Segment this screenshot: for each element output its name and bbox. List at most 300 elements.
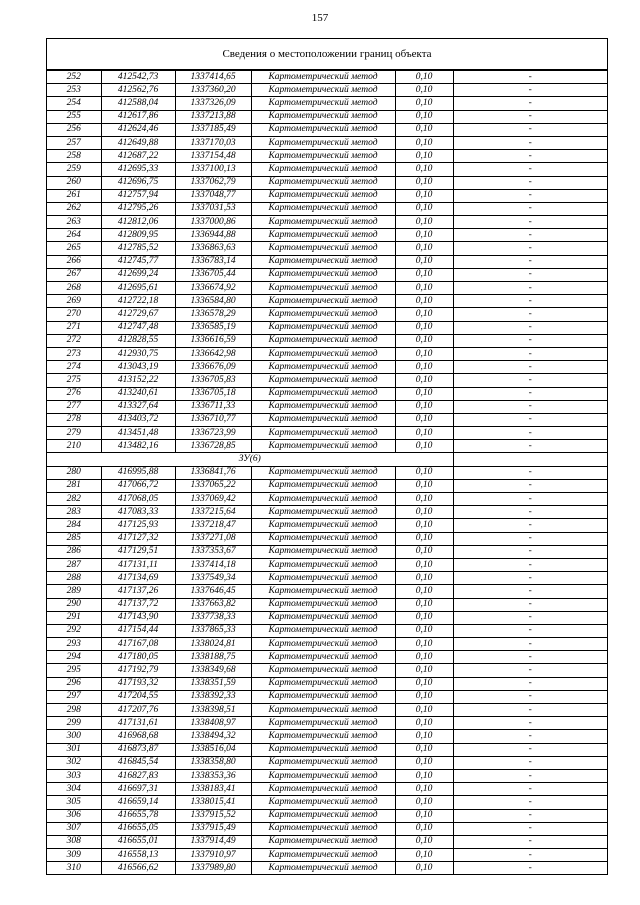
y-coordinate-cell: 1336705,44 bbox=[175, 268, 251, 281]
description-cell: - bbox=[453, 717, 607, 730]
x-coordinate-cell: 416566,62 bbox=[101, 862, 175, 875]
y-coordinate-cell: 1336642,98 bbox=[175, 347, 251, 360]
accuracy-cell: 0,10 bbox=[395, 545, 453, 558]
table-row bbox=[47, 638, 607, 651]
description-cell: - bbox=[453, 71, 607, 84]
method-cell: Картометрический метод bbox=[251, 822, 395, 835]
point-number-cell: 274 bbox=[47, 361, 101, 374]
y-coordinate-cell: 1336676,09 bbox=[175, 361, 251, 374]
x-coordinate-cell: 412562,76 bbox=[101, 84, 175, 97]
point-number-cell: 299 bbox=[47, 717, 101, 730]
x-coordinate-cell: 417204,55 bbox=[101, 690, 175, 703]
description-cell: - bbox=[453, 598, 607, 611]
description-cell: - bbox=[453, 321, 607, 334]
y-coordinate-cell: 1337910,97 bbox=[175, 849, 251, 862]
accuracy-cell: 0,10 bbox=[395, 387, 453, 400]
point-number-cell: 258 bbox=[47, 150, 101, 163]
table-title: Сведения о местоположении границ объекта bbox=[47, 39, 607, 70]
description-cell: - bbox=[453, 295, 607, 308]
point-number-cell: 285 bbox=[47, 532, 101, 545]
accuracy-cell: 0,10 bbox=[395, 427, 453, 440]
method-cell: Картометрический метод bbox=[251, 690, 395, 703]
x-coordinate-cell: 412785,52 bbox=[101, 242, 175, 255]
x-coordinate-cell: 417127,32 bbox=[101, 532, 175, 545]
accuracy-cell: 0,10 bbox=[395, 229, 453, 242]
accuracy-cell: 0,10 bbox=[395, 783, 453, 796]
method-cell: Картометрический метод bbox=[251, 123, 395, 136]
description-cell: - bbox=[453, 611, 607, 624]
table-row bbox=[47, 493, 607, 506]
point-number-cell: 262 bbox=[47, 202, 101, 215]
x-coordinate-cell: 417083,33 bbox=[101, 506, 175, 519]
y-coordinate-cell: 1337031,53 bbox=[175, 202, 251, 215]
point-number-cell: 288 bbox=[47, 572, 101, 585]
description-cell: - bbox=[453, 704, 607, 717]
point-number-cell: 270 bbox=[47, 308, 101, 321]
point-number-cell: 266 bbox=[47, 255, 101, 268]
table-row bbox=[47, 730, 607, 743]
y-coordinate-cell: 1337915,49 bbox=[175, 822, 251, 835]
x-coordinate-cell: 417129,51 bbox=[101, 545, 175, 558]
accuracy-cell: 0,10 bbox=[395, 97, 453, 110]
point-number-cell: 273 bbox=[47, 347, 101, 360]
point-number-cell: 280 bbox=[47, 466, 101, 479]
description-cell: - bbox=[453, 638, 607, 651]
description-cell: - bbox=[453, 268, 607, 281]
method-cell: Картометрический метод bbox=[251, 862, 395, 875]
y-coordinate-cell: 1336723,99 bbox=[175, 427, 251, 440]
point-number-cell: 290 bbox=[47, 598, 101, 611]
method-cell: Картометрический метод bbox=[251, 189, 395, 202]
point-number-cell: 282 bbox=[47, 493, 101, 506]
description-cell: - bbox=[453, 756, 607, 769]
description-cell: - bbox=[453, 374, 607, 387]
description-cell: - bbox=[453, 97, 607, 110]
method-cell: Картометрический метод bbox=[251, 664, 395, 677]
table-row bbox=[47, 347, 607, 360]
accuracy-cell: 0,10 bbox=[395, 743, 453, 756]
table-row bbox=[47, 387, 607, 400]
method-cell: Картометрический метод bbox=[251, 466, 395, 479]
x-coordinate-cell: 417137,26 bbox=[101, 585, 175, 598]
y-coordinate-cell: 1337154,48 bbox=[175, 150, 251, 163]
point-number-cell: 286 bbox=[47, 545, 101, 558]
x-coordinate-cell: 417068,05 bbox=[101, 493, 175, 506]
accuracy-cell: 0,10 bbox=[395, 295, 453, 308]
point-number-cell: 276 bbox=[47, 387, 101, 400]
method-cell: Картометрический метод bbox=[251, 268, 395, 281]
x-coordinate-cell: 412695,61 bbox=[101, 282, 175, 295]
x-coordinate-cell: 416827,83 bbox=[101, 769, 175, 782]
section-row bbox=[47, 453, 607, 466]
accuracy-cell: 0,10 bbox=[395, 572, 453, 585]
point-number-cell: 302 bbox=[47, 756, 101, 769]
x-coordinate-cell: 417193,32 bbox=[101, 677, 175, 690]
y-coordinate-cell: 1337065,22 bbox=[175, 479, 251, 492]
accuracy-cell: 0,10 bbox=[395, 835, 453, 848]
accuracy-cell: 0,10 bbox=[395, 690, 453, 703]
method-cell: Картометрический метод bbox=[251, 176, 395, 189]
table-row bbox=[47, 598, 607, 611]
description-cell: - bbox=[453, 506, 607, 519]
table-row bbox=[47, 572, 607, 585]
description-cell: - bbox=[453, 347, 607, 360]
accuracy-cell: 0,10 bbox=[395, 598, 453, 611]
description-cell: - bbox=[453, 743, 607, 756]
point-number-cell: 306 bbox=[47, 809, 101, 822]
description-cell: - bbox=[453, 255, 607, 268]
point-number-cell: 284 bbox=[47, 519, 101, 532]
accuracy-cell: 0,10 bbox=[395, 611, 453, 624]
accuracy-cell: 0,10 bbox=[395, 110, 453, 123]
point-number-cell: 293 bbox=[47, 638, 101, 651]
y-coordinate-cell: 1337100,13 bbox=[175, 163, 251, 176]
method-cell: Картометрический метод bbox=[251, 783, 395, 796]
description-cell: - bbox=[453, 822, 607, 835]
method-cell: Картометрический метод bbox=[251, 545, 395, 558]
method-cell: Картометрический метод bbox=[251, 136, 395, 149]
point-number-cell: 254 bbox=[47, 97, 101, 110]
method-cell: Картометрический метод bbox=[251, 413, 395, 426]
x-coordinate-cell: 413240,61 bbox=[101, 387, 175, 400]
x-coordinate-cell: 416655,01 bbox=[101, 835, 175, 848]
accuracy-cell: 0,10 bbox=[395, 255, 453, 268]
y-coordinate-cell: 1337326,09 bbox=[175, 97, 251, 110]
y-coordinate-cell: 1336705,18 bbox=[175, 387, 251, 400]
point-number-cell: 261 bbox=[47, 189, 101, 202]
table-row bbox=[47, 163, 607, 176]
x-coordinate-cell: 412757,94 bbox=[101, 189, 175, 202]
y-coordinate-cell: 1337000,86 bbox=[175, 216, 251, 229]
table-row bbox=[47, 400, 607, 413]
method-cell: Картометрический метод bbox=[251, 598, 395, 611]
x-coordinate-cell: 412695,33 bbox=[101, 163, 175, 176]
accuracy-cell: 0,10 bbox=[395, 361, 453, 374]
y-coordinate-cell: 1338392,33 bbox=[175, 690, 251, 703]
method-cell: Картометрический метод bbox=[251, 677, 395, 690]
x-coordinate-cell: 416655,78 bbox=[101, 809, 175, 822]
x-coordinate-cell: 416968,68 bbox=[101, 730, 175, 743]
description-cell: - bbox=[453, 176, 607, 189]
y-coordinate-cell: 1338351,59 bbox=[175, 677, 251, 690]
y-coordinate-cell: 1338188,75 bbox=[175, 651, 251, 664]
point-number-cell: 305 bbox=[47, 796, 101, 809]
table-row bbox=[47, 136, 607, 149]
x-coordinate-cell: 416697,31 bbox=[101, 783, 175, 796]
accuracy-cell: 0,10 bbox=[395, 717, 453, 730]
table-row bbox=[47, 440, 607, 453]
method-cell: Картометрический метод bbox=[251, 730, 395, 743]
x-coordinate-cell: 416873,87 bbox=[101, 743, 175, 756]
accuracy-cell: 0,10 bbox=[395, 268, 453, 281]
table-row bbox=[47, 71, 607, 84]
x-coordinate-cell: 412729,67 bbox=[101, 308, 175, 321]
description-cell: - bbox=[453, 84, 607, 97]
x-coordinate-cell: 412542,73 bbox=[101, 71, 175, 84]
accuracy-cell: 0,10 bbox=[395, 624, 453, 637]
description-cell: - bbox=[453, 783, 607, 796]
y-coordinate-cell: 1336584,80 bbox=[175, 295, 251, 308]
y-coordinate-cell: 1338024,81 bbox=[175, 638, 251, 651]
x-coordinate-cell: 412828,55 bbox=[101, 334, 175, 347]
table-row bbox=[47, 849, 607, 862]
description-cell: - bbox=[453, 400, 607, 413]
x-coordinate-cell: 417167,08 bbox=[101, 638, 175, 651]
y-coordinate-cell: 1337218,47 bbox=[175, 519, 251, 532]
x-coordinate-cell: 417066,72 bbox=[101, 479, 175, 492]
table-row bbox=[47, 229, 607, 242]
description-cell: - bbox=[453, 493, 607, 506]
accuracy-cell: 0,10 bbox=[395, 651, 453, 664]
description-cell: - bbox=[453, 677, 607, 690]
description-cell: - bbox=[453, 862, 607, 875]
y-coordinate-cell: 1337062,79 bbox=[175, 176, 251, 189]
table-row bbox=[47, 769, 607, 782]
table-row bbox=[47, 677, 607, 690]
point-number-cell: 267 bbox=[47, 268, 101, 281]
y-coordinate-cell: 1338494,32 bbox=[175, 730, 251, 743]
section-label: ЗУ(6) bbox=[47, 453, 453, 466]
method-cell: Картометрический метод bbox=[251, 743, 395, 756]
accuracy-cell: 0,10 bbox=[395, 150, 453, 163]
x-coordinate-cell: 412624,46 bbox=[101, 123, 175, 136]
point-number-cell: 281 bbox=[47, 479, 101, 492]
y-coordinate-cell: 1337414,18 bbox=[175, 558, 251, 571]
table-row bbox=[47, 97, 607, 110]
table-row bbox=[47, 282, 607, 295]
point-number-cell: 283 bbox=[47, 506, 101, 519]
table-row bbox=[47, 84, 607, 97]
table-row bbox=[47, 545, 607, 558]
x-coordinate-cell: 416558,13 bbox=[101, 849, 175, 862]
description-cell: - bbox=[453, 479, 607, 492]
point-number-cell: 257 bbox=[47, 136, 101, 149]
x-coordinate-cell: 416995,88 bbox=[101, 466, 175, 479]
method-cell: Картометрический метод bbox=[251, 97, 395, 110]
x-coordinate-cell: 412699,24 bbox=[101, 268, 175, 281]
y-coordinate-cell: 1337738,33 bbox=[175, 611, 251, 624]
x-coordinate-cell: 417207,76 bbox=[101, 704, 175, 717]
x-coordinate-cell: 417192,79 bbox=[101, 664, 175, 677]
method-cell: Картометрический метод bbox=[251, 308, 395, 321]
accuracy-cell: 0,10 bbox=[395, 242, 453, 255]
accuracy-cell: 0,10 bbox=[395, 677, 453, 690]
table-row bbox=[47, 704, 607, 717]
table-row bbox=[47, 558, 607, 571]
description-cell: - bbox=[453, 730, 607, 743]
accuracy-cell: 0,10 bbox=[395, 769, 453, 782]
accuracy-cell: 0,10 bbox=[395, 308, 453, 321]
table-row bbox=[47, 822, 607, 835]
point-number-cell: 291 bbox=[47, 611, 101, 624]
y-coordinate-cell: 1338408,97 bbox=[175, 717, 251, 730]
description-cell: - bbox=[453, 466, 607, 479]
table-row bbox=[47, 176, 607, 189]
y-coordinate-cell: 1337914,49 bbox=[175, 835, 251, 848]
y-coordinate-cell: 1336841,76 bbox=[175, 466, 251, 479]
y-coordinate-cell: 1336674,92 bbox=[175, 282, 251, 295]
method-cell: Картометрический метод bbox=[251, 611, 395, 624]
y-coordinate-cell: 1336944,88 bbox=[175, 229, 251, 242]
accuracy-cell: 0,10 bbox=[395, 519, 453, 532]
description-cell: - bbox=[453, 163, 607, 176]
point-number-cell: 308 bbox=[47, 835, 101, 848]
description-cell: - bbox=[453, 308, 607, 321]
x-coordinate-cell: 417131,61 bbox=[101, 717, 175, 730]
x-coordinate-cell: 417143,90 bbox=[101, 611, 175, 624]
accuracy-cell: 0,10 bbox=[395, 282, 453, 295]
point-number-cell: 279 bbox=[47, 427, 101, 440]
table-row bbox=[47, 334, 607, 347]
x-coordinate-cell: 413403,72 bbox=[101, 413, 175, 426]
description-cell: - bbox=[453, 558, 607, 571]
table-row bbox=[47, 123, 607, 136]
table-row bbox=[47, 506, 607, 519]
table-row bbox=[47, 611, 607, 624]
x-coordinate-cell: 412809,95 bbox=[101, 229, 175, 242]
point-number-cell: 277 bbox=[47, 400, 101, 413]
x-coordinate-cell: 412795,26 bbox=[101, 202, 175, 215]
description-cell: - bbox=[453, 664, 607, 677]
accuracy-cell: 0,10 bbox=[395, 136, 453, 149]
description-cell: - bbox=[453, 572, 607, 585]
point-number-cell: 256 bbox=[47, 123, 101, 136]
x-coordinate-cell: 416845,54 bbox=[101, 756, 175, 769]
table-row bbox=[47, 690, 607, 703]
accuracy-cell: 0,10 bbox=[395, 809, 453, 822]
method-cell: Картометрический метод bbox=[251, 717, 395, 730]
table-row bbox=[47, 202, 607, 215]
point-number-cell: 260 bbox=[47, 176, 101, 189]
x-coordinate-cell: 413327,64 bbox=[101, 400, 175, 413]
accuracy-cell: 0,10 bbox=[395, 440, 453, 453]
method-cell: Картометрический метод bbox=[251, 585, 395, 598]
y-coordinate-cell: 1336863,63 bbox=[175, 242, 251, 255]
y-coordinate-cell: 1336585,19 bbox=[175, 321, 251, 334]
accuracy-cell: 0,10 bbox=[395, 189, 453, 202]
table-row bbox=[47, 743, 607, 756]
point-number-cell: 269 bbox=[47, 295, 101, 308]
description-cell: - bbox=[453, 651, 607, 664]
x-coordinate-cell: 412687,22 bbox=[101, 150, 175, 163]
x-coordinate-cell: 416659,14 bbox=[101, 796, 175, 809]
method-cell: Картометрический метод bbox=[251, 835, 395, 848]
section-empty-cell bbox=[453, 453, 607, 466]
x-coordinate-cell: 417137,72 bbox=[101, 598, 175, 611]
accuracy-cell: 0,10 bbox=[395, 664, 453, 677]
point-number-cell: 296 bbox=[47, 677, 101, 690]
table-row bbox=[47, 268, 607, 281]
accuracy-cell: 0,10 bbox=[395, 84, 453, 97]
y-coordinate-cell: 1338015,41 bbox=[175, 796, 251, 809]
method-cell: Картометрический метод bbox=[251, 71, 395, 84]
description-cell: - bbox=[453, 242, 607, 255]
description-cell: - bbox=[453, 427, 607, 440]
point-number-cell: 307 bbox=[47, 822, 101, 835]
accuracy-cell: 0,10 bbox=[395, 862, 453, 875]
point-number-cell: 263 bbox=[47, 216, 101, 229]
description-cell: - bbox=[453, 202, 607, 215]
table-row bbox=[47, 110, 607, 123]
method-cell: Картометрический метод bbox=[251, 638, 395, 651]
table-row bbox=[47, 756, 607, 769]
method-cell: Картометрический метод bbox=[251, 282, 395, 295]
method-cell: Картометрический метод bbox=[251, 849, 395, 862]
point-number-cell: 278 bbox=[47, 413, 101, 426]
point-number-cell: 289 bbox=[47, 585, 101, 598]
method-cell: Картометрический метод bbox=[251, 440, 395, 453]
description-cell: - bbox=[453, 229, 607, 242]
accuracy-cell: 0,10 bbox=[395, 756, 453, 769]
accuracy-cell: 0,10 bbox=[395, 849, 453, 862]
y-coordinate-cell: 1338358,80 bbox=[175, 756, 251, 769]
table-row bbox=[47, 809, 607, 822]
accuracy-cell: 0,10 bbox=[395, 479, 453, 492]
description-cell: - bbox=[453, 769, 607, 782]
description-cell: - bbox=[453, 835, 607, 848]
y-coordinate-cell: 1337865,33 bbox=[175, 624, 251, 637]
accuracy-cell: 0,10 bbox=[395, 730, 453, 743]
x-coordinate-cell: 413043,19 bbox=[101, 361, 175, 374]
description-cell: - bbox=[453, 519, 607, 532]
method-cell: Картометрический метод bbox=[251, 216, 395, 229]
y-coordinate-cell: 1337215,64 bbox=[175, 506, 251, 519]
y-coordinate-cell: 1336705,83 bbox=[175, 374, 251, 387]
method-cell: Картометрический метод bbox=[251, 624, 395, 637]
point-number-cell: 275 bbox=[47, 374, 101, 387]
description-cell: - bbox=[453, 150, 607, 163]
x-coordinate-cell: 413152,22 bbox=[101, 374, 175, 387]
accuracy-cell: 0,10 bbox=[395, 334, 453, 347]
description-cell: - bbox=[453, 796, 607, 809]
y-coordinate-cell: 1337170,03 bbox=[175, 136, 251, 149]
method-cell: Картометрический метод bbox=[251, 387, 395, 400]
x-coordinate-cell: 413482,16 bbox=[101, 440, 175, 453]
accuracy-cell: 0,10 bbox=[395, 638, 453, 651]
table-row bbox=[47, 374, 607, 387]
method-cell: Картометрический метод bbox=[251, 229, 395, 242]
method-cell: Картометрический метод bbox=[251, 361, 395, 374]
method-cell: Картометрический метод bbox=[251, 769, 395, 782]
table-row bbox=[47, 321, 607, 334]
x-coordinate-cell: 412722,18 bbox=[101, 295, 175, 308]
method-cell: Картометрический метод bbox=[251, 321, 395, 334]
x-coordinate-cell: 412588,04 bbox=[101, 97, 175, 110]
description-cell: - bbox=[453, 123, 607, 136]
point-number-cell: 265 bbox=[47, 242, 101, 255]
method-cell: Картометрический метод bbox=[251, 493, 395, 506]
description-cell: - bbox=[453, 387, 607, 400]
y-coordinate-cell: 1336616,59 bbox=[175, 334, 251, 347]
point-number-cell: 298 bbox=[47, 704, 101, 717]
y-coordinate-cell: 1338353,36 bbox=[175, 769, 251, 782]
method-cell: Картометрический метод bbox=[251, 651, 395, 664]
y-coordinate-cell: 1337646,45 bbox=[175, 585, 251, 598]
description-cell: - bbox=[453, 624, 607, 637]
point-number-cell: 255 bbox=[47, 110, 101, 123]
table-row bbox=[47, 466, 607, 479]
point-number-cell: 309 bbox=[47, 849, 101, 862]
y-coordinate-cell: 1337663,82 bbox=[175, 598, 251, 611]
table-row bbox=[47, 624, 607, 637]
accuracy-cell: 0,10 bbox=[395, 493, 453, 506]
coordinates-table bbox=[47, 70, 607, 874]
y-coordinate-cell: 1338183,41 bbox=[175, 783, 251, 796]
y-coordinate-cell: 1336711,33 bbox=[175, 400, 251, 413]
y-coordinate-cell: 1337048,77 bbox=[175, 189, 251, 202]
y-coordinate-cell: 1337549,34 bbox=[175, 572, 251, 585]
x-coordinate-cell: 413451,48 bbox=[101, 427, 175, 440]
